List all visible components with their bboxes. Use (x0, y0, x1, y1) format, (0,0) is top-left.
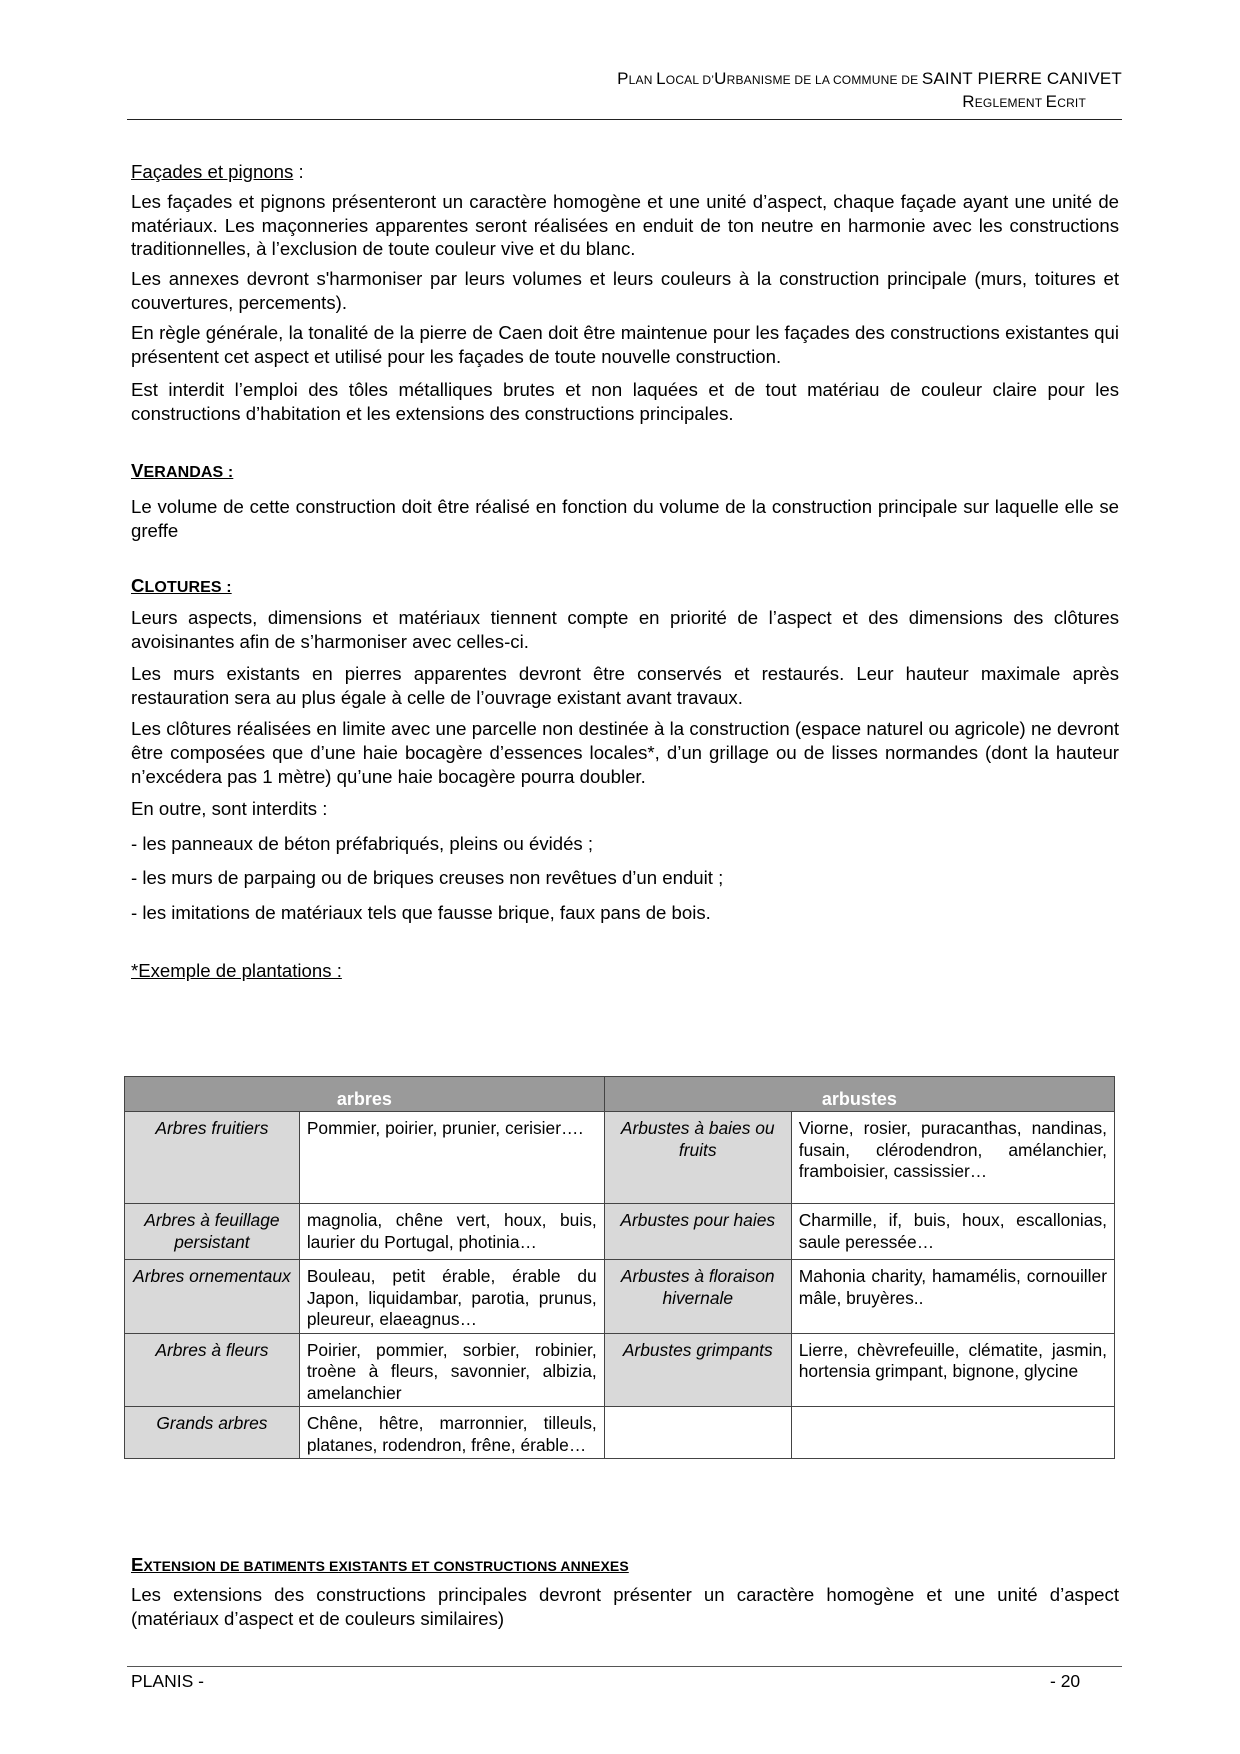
footer-divider (127, 1666, 1122, 1667)
table-category-cell: Arbustes grimpants (604, 1333, 791, 1407)
paragraph: Les murs existants en pierres apparentes devront être conservés et restaurés. Leur hauteur maximale après restauration sera au plus égale à celle de l’ouvrage existant avant travaux. (131, 662, 1119, 708)
table-row (125, 1333, 1115, 1407)
paragraph: Leurs aspects, dimensions et matériaux tiennent compte en priorité de l’aspect et des dimensions des clôtures avoisinantes afin de s’harmoniser avec celles-ci. (131, 607, 1119, 652)
table-category-cell: Arbustes pour haies (604, 1204, 791, 1260)
header-subtitle (127, 91, 1122, 114)
paragraph: En outre, sont interdits : (131, 797, 328, 819)
table-value-cell: Viorne, rosier, puracanthas, nandinas, fusain, clérodendron, amélanchier, framboisier, cassissier… (791, 1112, 1114, 1204)
table-category-cell: Arbres fruitiers (125, 1112, 300, 1204)
paragraph: Les façades et pignons présenteront un caractère homogène et une unité d’aspect, chaque façade ayant une unité de matériaux. Les maçonneries apparentes seront réalisées en enduit de ton neutre en harmonie avec les constructions traditionnelles, à l’exclusion de toute couleur vive et du blanc. (131, 190, 1119, 260)
extension-section (131, 1553, 1119, 1630)
header-text: CRIT (1057, 96, 1086, 110)
table-row (125, 1112, 1115, 1204)
section-title-text: Façades et pignons (131, 161, 294, 182)
header-text: OCAL D’ (665, 73, 715, 87)
table-value-cell: Mahonia charity, hamamélis, cornouiller mâle, bruyères.. (791, 1260, 1114, 1334)
header-text: P (617, 69, 629, 88)
table-row (125, 1407, 1115, 1459)
section-title-text: V (131, 459, 144, 481)
header-divider (127, 119, 1122, 120)
header-text: E (1045, 92, 1058, 111)
table-header-arbustes: arbustes (604, 1077, 1114, 1112)
table-empty-cell (604, 1407, 791, 1459)
page-number: - 20 (1050, 1671, 1081, 1691)
header-text: U (714, 69, 727, 88)
paragraph: Est interdit l’emploi des tôles métalliques brutes et non laquées et de tout matériau de couleur claire pour les constructions d’habitation et les extensions des constructions principales. (131, 379, 1119, 425)
list-item: - les imitations de matériaux tels que fausse brique, faux pans de bois. (131, 902, 711, 924)
footer-left: PLANIS - (131, 1671, 204, 1691)
section-title-plantations (131, 959, 1119, 983)
commune-name: SAINT PIERRE CANIVET (921, 69, 1122, 88)
paragraph: Les annexes devront s'harmoniser par leurs volumes et leurs couleurs à la construction principale (murs, toitures et couvertures, percements). (131, 268, 1119, 313)
table-value-cell: Chêne, hêtre, marronnier, tilleuls, platanes, rodendron, frêne, érable… (299, 1407, 604, 1459)
section-title-clotures (131, 574, 1119, 600)
section-title-text: ERANDAS : (143, 463, 234, 481)
section-title-verandas (131, 459, 1119, 485)
paragraph: Le volume de cette construction doit être réalisé en fonction du volume de la construction principale sur laquelle elle se greffe (131, 495, 1119, 541)
table-row (125, 1260, 1115, 1334)
table-value-cell: Poirier, pommier, sorbier, robinier, troène à fleurs, savonnier, albizia, amelanchier (299, 1333, 604, 1407)
table-category-cell: Arbustes à floraison hivernale (604, 1260, 791, 1334)
page-header (127, 68, 1122, 114)
section-title-text: *Exemple de plantations : (131, 959, 342, 981)
header-text: EGLEMENT (974, 96, 1046, 110)
header-text: R (962, 92, 975, 111)
header-title (127, 68, 1122, 91)
table-value-cell: Lierre, chèvrefeuille, clématite, jasmin, hortensia grimpant, bignone, glycine (791, 1333, 1114, 1407)
section-title-extension (131, 1553, 1119, 1579)
table-header-row (125, 1077, 1115, 1112)
section-title-text: XTENSION DE BATIMENTS EXISTANTS ET CONSTRUCTIONS ANNEXES (143, 1558, 629, 1574)
table-row (125, 1204, 1115, 1260)
list-item: - les murs de parpaing ou de briques creuses non revêtues d’un enduit ; (131, 867, 724, 889)
paragraph: En règle générale, la tonalité de la pierre de Caen doit être maintenue pour les façades des constructions existantes qui présentent cet aspect et utilisé pour les façades de toute nouvelle construction. (131, 321, 1119, 367)
header-text: L (656, 69, 666, 88)
table-category-cell: Arbustes à baies ou fruits (604, 1112, 791, 1204)
table-category-cell: Arbres à fleurs (125, 1333, 300, 1407)
table-value-cell: Charmille, if, buis, houx, escallonias, saule peressée… (791, 1204, 1114, 1260)
document-body (131, 160, 1119, 983)
section-title-text: E (131, 1554, 144, 1575)
section-title-facades (131, 160, 1119, 184)
table-category-cell: Grands arbres (125, 1407, 300, 1459)
paragraph: Les extensions des constructions principales devront présenter un caractère homogène et une unité d’aspect (matériaux d’aspect et de couleurs similaires) (131, 1583, 1119, 1629)
table-header-arbres: arbres (125, 1077, 605, 1112)
paragraph: Les clôtures réalisées en limite avec une parcelle non destinée à la construction (espace naturel ou agricole) ne devront être composées que d’une haie bocagère d’essences locales*, d’un grillage ou de lisses normandes (dont la hauteur n’excédera pas 1 mètre) qu’une haie bocagère pourra doubler. (131, 718, 1119, 787)
table-category-cell: Arbres à feuillage persistant (125, 1204, 300, 1260)
table-empty-cell (791, 1407, 1114, 1459)
section-title-text: LOTURES : (144, 579, 232, 597)
table-value-cell: magnolia, chêne vert, houx, buis, laurier du Portugal, photinia… (299, 1204, 604, 1260)
table-value-cell: Pommier, poirier, prunier, cerisier…. (299, 1112, 604, 1204)
table-value-cell: Bouleau, petit érable, érable du Japon, liquidambar, parotia, prunus, pleureur, elaeagnus… (299, 1260, 604, 1334)
header-text: RBANISME DE LA COMMUNE DE (726, 73, 922, 87)
section-title-suffix: : (293, 161, 304, 182)
list-item: - les panneaux de béton préfabriqués, pleins ou évidés ; (131, 832, 594, 854)
header-text: LAN (628, 73, 657, 87)
plantations-table (124, 1076, 1115, 1459)
table-category-cell: Arbres ornementaux (125, 1260, 300, 1334)
section-title-text: C (131, 575, 145, 597)
